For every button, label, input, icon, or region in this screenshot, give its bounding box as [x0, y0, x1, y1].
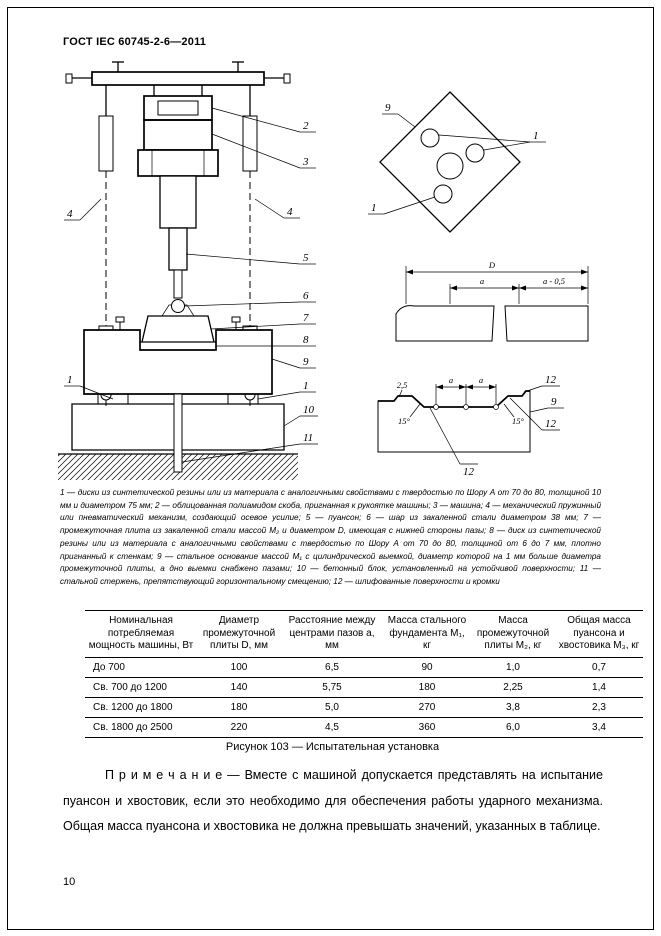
table-cell: Св. 700 до 1200 [85, 677, 197, 697]
rubber-disk [140, 342, 216, 350]
spec-table [85, 610, 643, 738]
table-cell: 100 [197, 657, 281, 677]
groove-detail [378, 374, 564, 478]
table-cell: 360 [383, 717, 471, 737]
table-cell: 140 [197, 677, 281, 697]
figure-caption: Рисунок 103 — Испытательная установка [225, 741, 440, 753]
table-cell: 180 [383, 677, 471, 697]
callout-12-top: 12 [545, 374, 556, 386]
callout-12-mid: 12 [545, 418, 556, 430]
table-cell: Св. 1200 до 1800 [85, 697, 197, 717]
page-number: 10 [63, 876, 76, 888]
steel-base [84, 330, 272, 394]
table-cell: 2,25 [471, 677, 555, 697]
table-cell: 220 [197, 717, 281, 737]
apparatus-main [58, 62, 298, 480]
document-header: ГОСТ IEC 60745-2-6—2011 [63, 36, 207, 48]
callout-8: 8 [303, 334, 309, 346]
table-cell: 1,0 [471, 657, 555, 677]
callout-4-right: 4 [287, 206, 293, 218]
plate-detail [396, 260, 588, 341]
dim-a05-label: a - 0,5 [543, 276, 565, 286]
machine-housing [138, 150, 218, 176]
dim-D-label: D [488, 260, 496, 270]
top-crossbar [92, 72, 264, 85]
callout-2: 2 [303, 120, 309, 132]
disk-hole-3 [434, 185, 452, 203]
callout-12-bottom: 12 [463, 466, 474, 478]
dim-a-groove-1: a [448, 375, 454, 385]
table-row [85, 717, 643, 737]
plate-section-right [505, 306, 588, 341]
callout-9-groove: 9 [551, 396, 557, 408]
dim-15-right: 15° [512, 416, 524, 426]
callout-1-right: 1 [303, 380, 309, 392]
dim-25-label: 2,5 [396, 380, 408, 390]
disk-hole-1 [421, 129, 439, 147]
punch-tip [174, 270, 182, 298]
table-header-cell: Расстояние между центрами пазов а, мм [281, 611, 383, 658]
table-cell: 4,5 [281, 717, 383, 737]
machine-cylinder [160, 176, 196, 228]
figure-legend: 1 — диски из синтетической резины или из материала с аналогичными свойствами с твердостью по Шору А от 70 до 80, толщиной 10 мм и диаметром 75 мм; 2 — облицованная полиамидом скоба, пригнанная к рукоятке машины; 3 — машина; 4 — механический пружинный или пневматический механизм, создающий осевое усилие; 5 — пуансон; 6 — шар из закаленной стали диаметром 38 мм; 7 — промежуточная плита из закаленной стали массой М₂ и диаметром D, имеющая с нижней стороны пазы; 8 — диск из синтетической резины или из материала с аналогичными свойствами с твердостью по Шору А от 70 до 80, толщиной от 6 до 7 мм, плотно пригнанный к стенкам; 9 — стальное основание массой М₁ с цилиндрической выемкой, диаметр которой на 1 мм больше диаметра промежуточной плиты, а дно выемки снабжено пазами; 10 — бетонный блок, установленный на устойчивой поверхности; 11 — стальной стержень, препятствующий горизонтальному смещению; 12 — шлифованные поверхности и кромки [60, 488, 601, 586]
table-cell: 270 [383, 697, 471, 717]
disk-hole-center [437, 153, 463, 179]
table-cell: 5,75 [281, 677, 383, 697]
table-cell: 90 [383, 657, 471, 677]
side-screw-left [66, 74, 72, 83]
dim-a-groove-2: a [478, 375, 484, 385]
callout-4-left: 4 [67, 208, 73, 220]
callout-9-topview: 9 [385, 102, 391, 114]
callout-5: 5 [303, 252, 309, 264]
callout-6: 6 [303, 290, 309, 302]
table-row [85, 677, 643, 697]
dim-15-left: 15° [398, 416, 410, 426]
table-row [85, 697, 643, 717]
punch-shaft [169, 228, 187, 270]
table-cell: 1,4 [555, 677, 643, 697]
table-header-row [85, 611, 643, 658]
table-row [85, 657, 643, 677]
table-header-cell: Масса промежуточной плиты М₂, кг [471, 611, 555, 658]
dim-a-label: a [479, 276, 485, 286]
callout-7: 7 [303, 312, 309, 324]
note-paragraph: П р и м е ч а н и е — Вместе с машиной допускается представлять на испытание пуансон и хвостовик, если это необходимо для обеспечения работы ударного механизма. Общая масса пуансона и хвостовика не должна превышать значений, указанных в таблице. [63, 768, 603, 834]
callout-9: 9 [303, 356, 309, 368]
steel-rod [174, 394, 182, 472]
table-header-cell: Диаметр промежуточной плиты D, мм [197, 611, 281, 658]
callout-1-topview-right: 1 [533, 130, 539, 142]
steel-ball [172, 300, 185, 313]
table-cell: До 700 [85, 657, 197, 677]
table-cell: 0,7 [555, 657, 643, 677]
disk-hole-2 [466, 144, 484, 162]
callout-3: 3 [303, 156, 309, 168]
table-header-cell: Масса стального фундамента М₁, кг [383, 611, 471, 658]
base-top-view [368, 92, 546, 232]
callout-1-topview-bottom: 1 [371, 202, 377, 214]
table-header-cell: Общая масса пуансона и хвостовика М₃, кг [555, 611, 643, 658]
table-cell: 6,5 [281, 657, 383, 677]
side-screw-right [284, 74, 290, 83]
table-cell: 2,3 [555, 697, 643, 717]
table-cell: 3,8 [471, 697, 555, 717]
plate-section-left [396, 306, 494, 341]
table-cell: 3,4 [555, 717, 643, 737]
table-cell: 6,0 [471, 717, 555, 737]
table-header-cell: Номинальная потребляемая мощность машины, Вт [85, 611, 197, 658]
machine-body [144, 120, 212, 150]
callout-11: 11 [303, 432, 314, 444]
spring-right-top [243, 116, 257, 171]
callout-10: 10 [303, 404, 314, 416]
table-cell: 180 [197, 697, 281, 717]
figure-area [58, 54, 598, 482]
table-cell: Св. 1800 до 2500 [85, 717, 197, 737]
callout-1-left: 1 [67, 374, 73, 386]
intermediate-plate [142, 316, 214, 342]
spring-left-top [99, 116, 113, 171]
table-cell: 5,0 [281, 697, 383, 717]
figure-103-drawing [58, 54, 598, 482]
